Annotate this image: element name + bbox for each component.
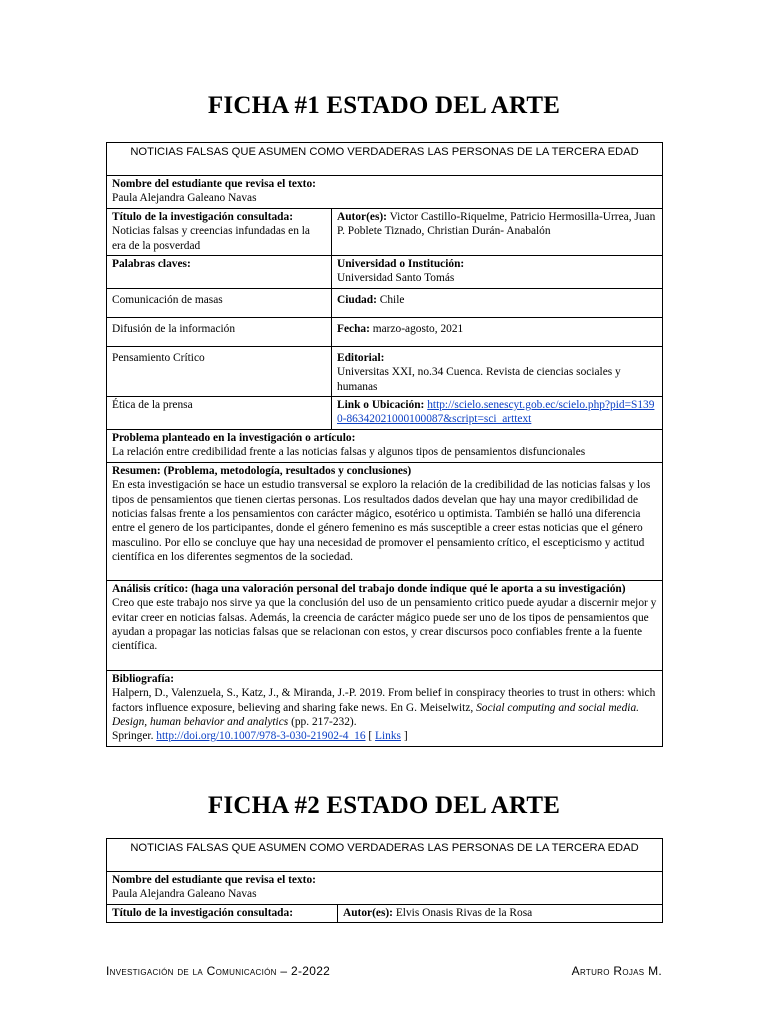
table-row <box>107 288 663 317</box>
bib-publisher: Springer. <box>112 730 157 743</box>
table-row <box>107 580 663 670</box>
table-row <box>107 429 663 462</box>
summary-value: En esta investigación se hace un estudio transversal se exploro la relación de la credibilidad de las noticias falsas y los tipos de pensamientos que tienen ciertas personas. Los resultados dados develan que hay una mayor credibilidad de noticias falsas frente a los pensamientos con carácter mágico, esotérico u optimista. También se halló una diferencia entre el genero de los participantes, donde el género femenino es más susceptible a creer estas noticias que el género masculino. Por ello se concluye que hay una necesidad de promover el pensamiento crítico, el escepticismo y actitud científica en los diferentes segmentos de la sociedad. <box>112 479 651 564</box>
keywords-label: Palabras claves: <box>112 258 191 271</box>
footer-course: Investigación de la Comunicación – 2-2022 <box>106 964 331 978</box>
table-row <box>107 346 663 396</box>
doi-link[interactable]: http://doi.org/10.1007/978-3-030-21902-4_16 <box>156 730 366 743</box>
ficha2-authors-label: Autor(es): <box>343 906 393 919</box>
link-label: Link o Ubicación: <box>337 399 425 412</box>
bibliography-label: Bibliografía: <box>112 672 175 685</box>
bib-book-title: Social computing and social media. Design, human behavior and analytics <box>112 701 640 728</box>
problem-value: La relación entre credibilidad frente a las noticias falsas y algunos tipos de pensamientos disfuncionales <box>112 446 586 459</box>
table-row <box>107 839 663 872</box>
university-label: Universidad o Institución: <box>337 258 465 271</box>
city-value: Chile <box>376 293 405 306</box>
links-link[interactable]: Links <box>375 730 401 743</box>
ficha1-header: NOTICIAS FALSAS QUE ASUMEN COMO VERDADERAS LAS PERSONAS DE LA TERCERA EDAD <box>107 143 663 176</box>
ficha2-student-value: Paula Alejandra Galeano Navas <box>112 888 257 901</box>
keywords-label-cell <box>107 256 332 289</box>
student-cell <box>107 176 663 209</box>
table-row <box>107 397 663 430</box>
ficha2-title-cell <box>107 904 338 922</box>
ficha2-header: NOTICIAS FALSAS QUE ASUMEN COMO VERDADERAS LAS PERSONAS DE LA TERCERA EDAD <box>107 839 663 872</box>
ficha2-title-label: Título de la investigación consultada: <box>112 906 294 919</box>
keyword-2: Difusión de la información <box>107 317 332 346</box>
research-title-cell <box>107 208 332 255</box>
source-link[interactable]: http://scielo.senescyt.gob.ec/scielo.php?pid=S1390-86342021000100087&script=sci_arttext <box>337 399 655 426</box>
table-row <box>107 208 663 255</box>
authors-value: Victor Castillo-Riquelme, Patricio Hermosilla-Urrea, Juan P. Poblete Tiznado, Christian Durán- Anabalón <box>337 210 656 238</box>
ficha2-table <box>106 838 663 923</box>
table-row <box>107 256 663 289</box>
analysis-label: Análisis crítico: (haga una valoración personal del trabajo donde indique qué le aporta a su investigación) <box>112 582 626 595</box>
problem-cell <box>107 429 663 462</box>
ficha1-title: FICHA #1 ESTADO DEL ARTE <box>207 92 561 119</box>
ficha2-authors-cell <box>338 904 663 922</box>
bracket-close: ] <box>401 730 408 743</box>
bibliography-source <box>112 729 657 743</box>
editorial-value: Universitas XXI, no.34 Cuenca. Revista de ciencias sociales y humanas <box>337 366 621 393</box>
ficha2-authors-value: Elvis Onasis Rivas de la Rosa <box>392 906 533 919</box>
date-cell <box>332 317 663 346</box>
keyword-4: Ética de la prensa <box>107 397 332 430</box>
student-label: Nombre del estudiante que revisa el texto: <box>112 178 316 190</box>
bib-pages: (pp. 217-232). <box>288 715 357 728</box>
summary-label: Resumen: (Problema, metodología, resultados y conclusiones) <box>112 464 412 477</box>
keyword-3: Pensamiento Crítico <box>107 346 332 396</box>
table-row <box>107 317 663 346</box>
footer-author: Arturo Rojas M. <box>571 964 662 978</box>
university-value: Universidad Santo Tomás <box>337 272 455 285</box>
table-row <box>107 904 663 922</box>
table-row <box>107 143 663 176</box>
bibliography-cell <box>107 670 663 746</box>
keyword-1: Comunicación de masas <box>107 288 332 317</box>
ficha2-student-label: Nombre del estudiante que revisa el texto: <box>112 874 316 886</box>
link-cell <box>332 397 663 430</box>
ficha1-table <box>106 142 663 747</box>
editorial-cell <box>332 346 663 396</box>
bib-text: Halpern, D., Valenzuela, S., Katz, J., & Miranda, J.-P. 2019. From belief in conspiracy theories to trust in others: which factors influence exposure, believing and sharing fake news. En G. Meiselwitz, <box>112 687 656 714</box>
date-label: Fecha: <box>337 322 370 335</box>
city-cell <box>332 288 663 317</box>
university-cell <box>332 256 663 289</box>
city-label: Ciudad: <box>337 293 377 306</box>
problem-label: Problema planteado en la investigación o artículo: <box>112 431 356 444</box>
date-value: marzo-agosto, 2021 <box>369 322 464 335</box>
authors-label: Autor(es): <box>337 210 387 223</box>
analysis-value: Creo que este trabajo nos sirve ya que la conclusión del uso de un pensamiento critico puede ayudar a discernir mejor y evitar creer en noticias falsas. Además, la creencia de carácter mágico puede ser uno de los tipos de pensamientos que ayudan a propagar las noticias falsas que se relacionan con estos, y crear discursos poco confiables frente a la fuente científica. <box>112 597 657 653</box>
ficha2-student-cell <box>107 872 663 905</box>
research-title-label: Título de la investigación consultada: <box>112 210 294 223</box>
ficha2-title: FICHA #2 ESTADO DEL ARTE <box>207 792 561 819</box>
student-value: Paula Alejandra Galeano Navas <box>112 192 257 205</box>
authors-cell <box>332 208 663 255</box>
table-row <box>107 176 663 209</box>
table-row <box>107 670 663 746</box>
table-row <box>107 872 663 905</box>
bibliography-entry <box>112 686 657 729</box>
research-title-value: Noticias falsas y creencias infundadas en la era de la posverdad <box>112 225 310 252</box>
table-row <box>107 462 663 580</box>
bracket-open: [ <box>365 730 376 743</box>
analysis-cell <box>107 580 663 670</box>
summary-cell <box>107 462 663 580</box>
editorial-label: Editorial: <box>337 351 385 364</box>
